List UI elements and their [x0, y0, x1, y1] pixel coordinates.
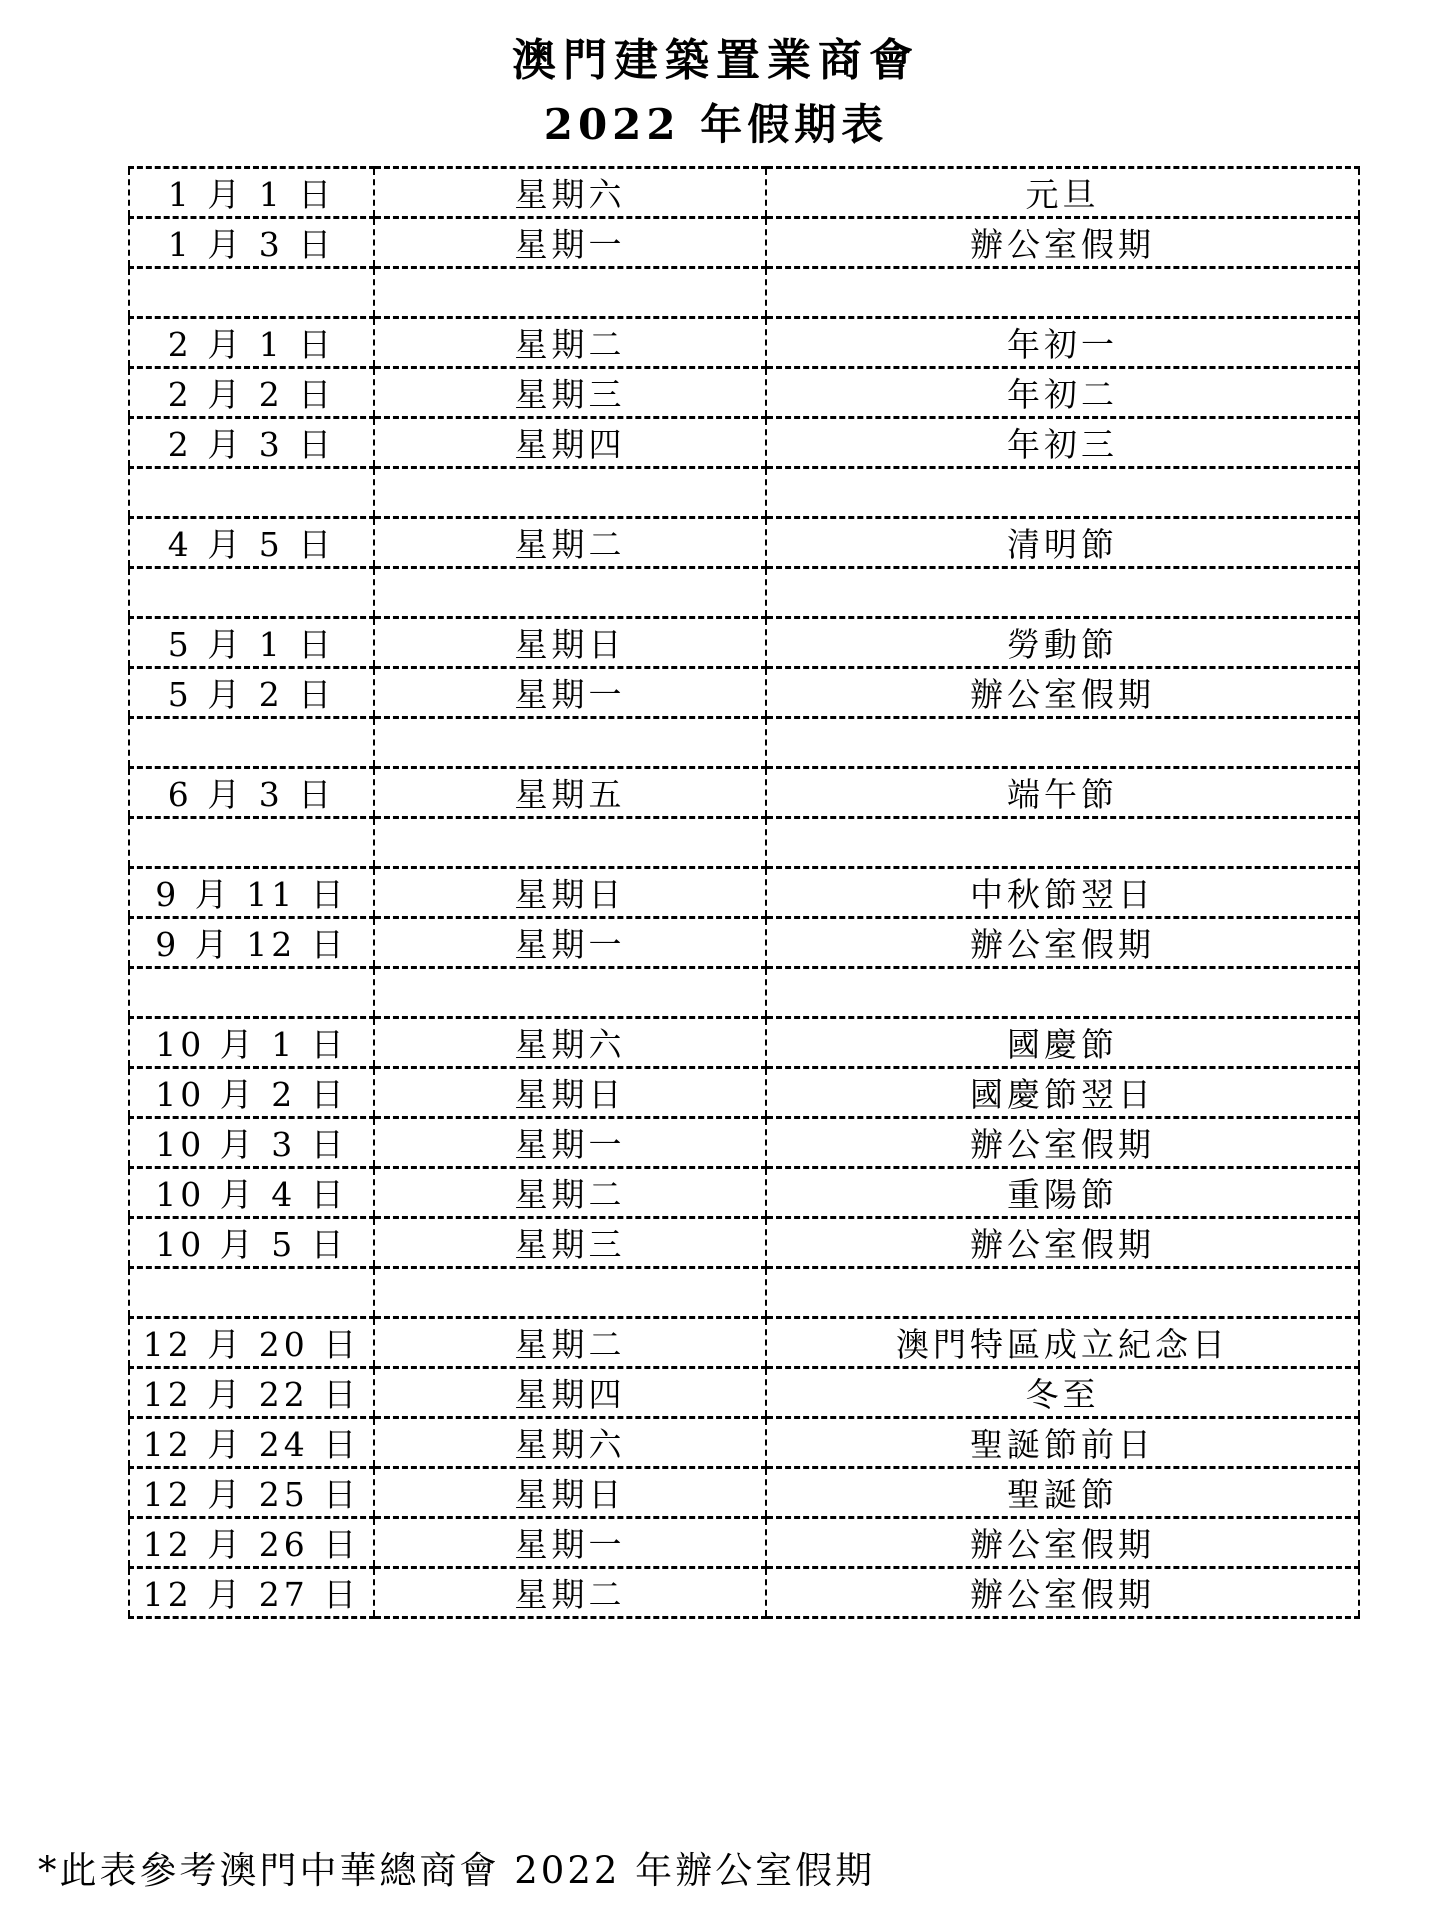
weekday-cell: [374, 568, 766, 618]
table-row: [129, 218, 1359, 268]
weekday-cell: [374, 268, 766, 318]
document-title: 澳門建築置業商會: [512, 35, 920, 86]
date-cell: 9 月 11 日: [129, 868, 374, 918]
date-cell: 5 月 2 日: [129, 668, 374, 718]
weekday-cell: 星期四: [374, 418, 766, 468]
holiday-cell: 端午節: [766, 768, 1359, 818]
weekday-cell: 星期二: [374, 1168, 766, 1218]
empty-row: [129, 718, 1359, 768]
date-cell: [129, 568, 374, 618]
table-row: [129, 1418, 1359, 1468]
holiday-cell: 辦公室假期: [766, 1568, 1359, 1618]
weekday-cell: 星期四: [374, 1368, 766, 1418]
holiday-cell: 冬至: [766, 1368, 1359, 1418]
holiday-cell: 年初三: [766, 418, 1359, 468]
table-row: [129, 368, 1359, 418]
holiday-table: [128, 166, 1360, 1619]
weekday-cell: 星期一: [374, 218, 766, 268]
table-row: [129, 1068, 1359, 1118]
holiday-cell: [766, 468, 1359, 518]
date-cell: [129, 468, 374, 518]
table-row: [129, 618, 1359, 668]
holiday-cell: [766, 1268, 1359, 1318]
holiday-cell: 聖誕節前日: [766, 1418, 1359, 1468]
holiday-cell: 辦公室假期: [766, 218, 1359, 268]
weekday-cell: 星期日: [374, 1068, 766, 1118]
footnote: *此表參考澳門中華總商會 2022 年辦公室假期: [38, 1849, 876, 1892]
table-row: [129, 868, 1359, 918]
empty-row: [129, 568, 1359, 618]
weekday-cell: 星期一: [374, 918, 766, 968]
date-cell: 9 月 12 日: [129, 918, 374, 968]
date-cell: 10 月 4 日: [129, 1168, 374, 1218]
weekday-cell: 星期六: [374, 1018, 766, 1068]
document-subtitle: 2022 年假期表: [543, 100, 889, 149]
weekday-cell: [374, 1268, 766, 1318]
date-cell: 1 月 3 日: [129, 218, 374, 268]
date-cell: [129, 818, 374, 868]
date-cell: 12 月 24 日: [129, 1418, 374, 1468]
holiday-cell: 年初一: [766, 318, 1359, 368]
weekday-cell: [374, 968, 766, 1018]
weekday-cell: 星期日: [374, 1468, 766, 1518]
weekday-cell: 星期一: [374, 1518, 766, 1568]
date-cell: 10 月 1 日: [129, 1018, 374, 1068]
holiday-cell: 國慶節: [766, 1018, 1359, 1068]
holiday-cell: 元旦: [766, 168, 1359, 218]
date-cell: 12 月 20 日: [129, 1318, 374, 1368]
weekday-cell: 星期三: [374, 1218, 766, 1268]
table-row: [129, 1018, 1359, 1068]
date-cell: 12 月 26 日: [129, 1518, 374, 1568]
weekday-cell: 星期六: [374, 1418, 766, 1468]
date-cell: [129, 968, 374, 1018]
date-cell: 4 月 5 日: [129, 518, 374, 568]
holiday-cell: 年初二: [766, 368, 1359, 418]
table-row: [129, 1168, 1359, 1218]
empty-row: [129, 968, 1359, 1018]
holiday-cell: 聖誕節: [766, 1468, 1359, 1518]
date-cell: 2 月 2 日: [129, 368, 374, 418]
holiday-cell: [766, 968, 1359, 1018]
table-row: [129, 1218, 1359, 1268]
weekday-cell: 星期五: [374, 768, 766, 818]
date-cell: 12 月 25 日: [129, 1468, 374, 1518]
holiday-cell: [766, 568, 1359, 618]
holiday-cell: [766, 268, 1359, 318]
table-row: [129, 1118, 1359, 1168]
empty-row: [129, 268, 1359, 318]
table-row: [129, 168, 1359, 218]
weekday-cell: [374, 718, 766, 768]
holiday-cell: 國慶節翌日: [766, 1068, 1359, 1118]
weekday-cell: 星期二: [374, 1318, 766, 1368]
date-cell: [129, 1268, 374, 1318]
date-cell: [129, 268, 374, 318]
empty-row: [129, 468, 1359, 518]
table-row: [129, 768, 1359, 818]
date-cell: 2 月 1 日: [129, 318, 374, 368]
holiday-cell: 辦公室假期: [766, 1518, 1359, 1568]
weekday-cell: 星期一: [374, 668, 766, 718]
holiday-cell: [766, 718, 1359, 768]
table-row: [129, 1568, 1359, 1618]
date-cell: 2 月 3 日: [129, 418, 374, 468]
holiday-cell: 辦公室假期: [766, 1218, 1359, 1268]
weekday-cell: [374, 818, 766, 868]
weekday-cell: 星期二: [374, 518, 766, 568]
holiday-cell: 中秋節翌日: [766, 868, 1359, 918]
date-cell: 10 月 2 日: [129, 1068, 374, 1118]
date-cell: 12 月 27 日: [129, 1568, 374, 1618]
weekday-cell: 星期二: [374, 1568, 766, 1618]
empty-row: [129, 1268, 1359, 1318]
table-row: [129, 668, 1359, 718]
table-row: [129, 1368, 1359, 1418]
date-cell: 12 月 22 日: [129, 1368, 374, 1418]
weekday-cell: 星期一: [374, 1118, 766, 1168]
table-row: [129, 518, 1359, 568]
holiday-cell: 辦公室假期: [766, 1118, 1359, 1168]
holiday-cell: 辦公室假期: [766, 668, 1359, 718]
holiday-cell: 勞動節: [766, 618, 1359, 668]
table-row: [129, 918, 1359, 968]
date-cell: 5 月 1 日: [129, 618, 374, 668]
weekday-cell: 星期三: [374, 368, 766, 418]
holiday-cell: 清明節: [766, 518, 1359, 568]
holiday-cell: [766, 818, 1359, 868]
weekday-cell: 星期日: [374, 868, 766, 918]
date-cell: [129, 718, 374, 768]
weekday-cell: 星期六: [374, 168, 766, 218]
weekday-cell: 星期二: [374, 318, 766, 368]
holiday-cell: 重陽節: [766, 1168, 1359, 1218]
table-row: [129, 418, 1359, 468]
weekday-cell: 星期日: [374, 618, 766, 668]
date-cell: 10 月 5 日: [129, 1218, 374, 1268]
date-cell: 6 月 3 日: [129, 768, 374, 818]
holiday-cell: 澳門特區成立紀念日: [766, 1318, 1359, 1368]
holiday-cell: 辦公室假期: [766, 918, 1359, 968]
weekday-cell: [374, 468, 766, 518]
table-row: [129, 1468, 1359, 1518]
empty-row: [129, 818, 1359, 868]
date-cell: 10 月 3 日: [129, 1118, 374, 1168]
table-row: [129, 1518, 1359, 1568]
holiday-table-body: [129, 168, 1359, 1618]
table-row: [129, 1318, 1359, 1368]
date-cell: 1 月 1 日: [129, 168, 374, 218]
table-row: [129, 318, 1359, 368]
